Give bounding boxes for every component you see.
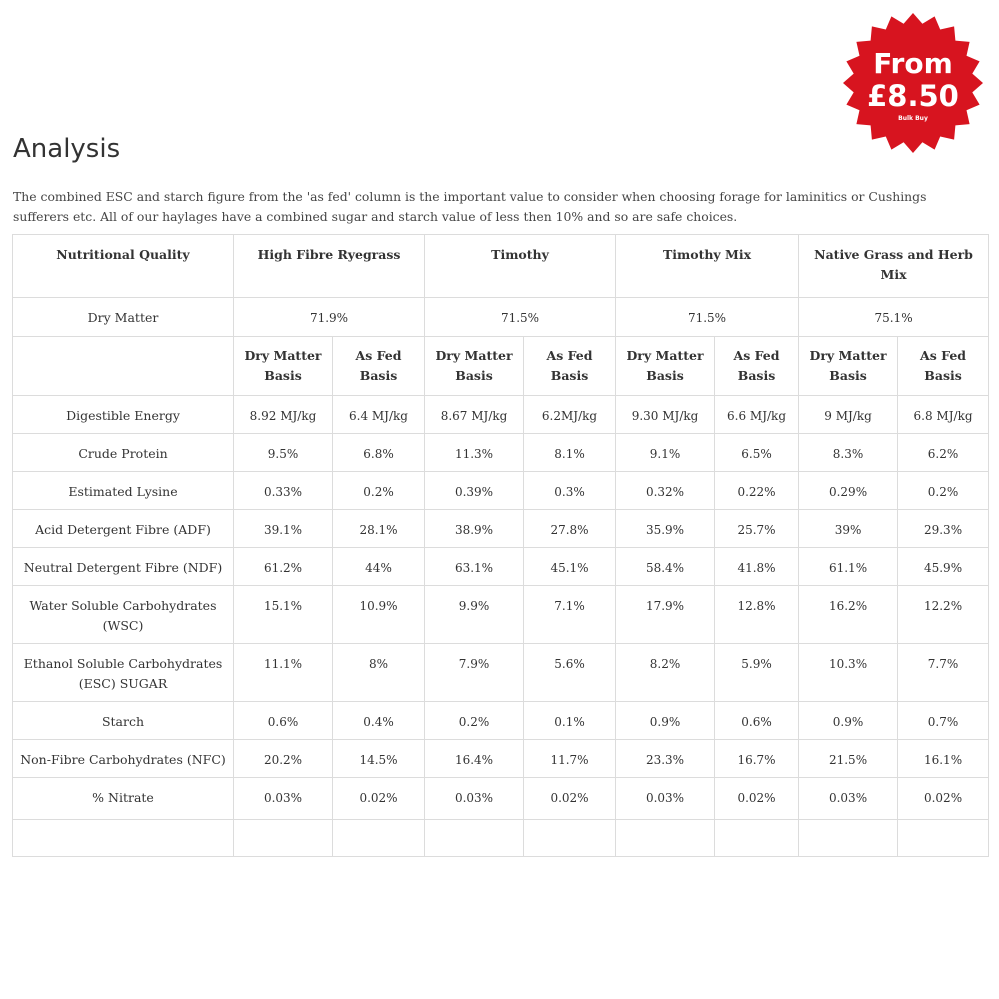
badge-price: £8.50 bbox=[867, 79, 959, 113]
row-label: % Nitrate bbox=[13, 778, 234, 820]
table-cell: 28.1% bbox=[333, 510, 425, 548]
product-header: High Fibre Ryegrass bbox=[234, 235, 425, 298]
product-header: Native Grass and Herb Mix bbox=[799, 235, 989, 298]
table-cell: 0.6% bbox=[715, 702, 799, 740]
intro-paragraph: The combined ESC and starch figure from the 'as fed' column is the important value to consider when choosing forage for laminitics or Cushings sufferers etc. All of our haylages have a combined sugar and starch value of less then 10% and so are safe choices. bbox=[13, 189, 927, 224]
table-cell: 0.6% bbox=[234, 702, 333, 740]
table-cell: 0.32% bbox=[616, 472, 715, 510]
table-cell: 0.03% bbox=[616, 778, 715, 820]
table-row bbox=[13, 586, 989, 644]
table-cell: 0.39% bbox=[425, 472, 524, 510]
table-cell: 16.1% bbox=[898, 740, 989, 778]
table-cell: 23.3% bbox=[616, 740, 715, 778]
basis-header: Dry Matter Basis bbox=[799, 337, 898, 396]
dry-matter-value: 71.9% bbox=[234, 298, 425, 337]
table-cell: 11.3% bbox=[425, 434, 524, 472]
table-cell: 0.9% bbox=[799, 702, 898, 740]
table-cell: 9 MJ/kg bbox=[799, 396, 898, 434]
badge-subtitle: Bulk Buy bbox=[898, 115, 928, 122]
table-cell: 16.7% bbox=[715, 740, 799, 778]
table-cell: 0.29% bbox=[799, 472, 898, 510]
table-cell: 44% bbox=[333, 548, 425, 586]
basis-header: Dry Matter Basis bbox=[234, 337, 333, 396]
table-cell: 8.92 MJ/kg bbox=[234, 396, 333, 434]
table-cell: 9.9% bbox=[425, 586, 524, 644]
basis-header: As Fed Basis bbox=[333, 337, 425, 396]
table-cell: 8.67 MJ/kg bbox=[425, 396, 524, 434]
table-cell: 8.1% bbox=[524, 434, 616, 472]
table-row bbox=[13, 740, 989, 778]
product-header: Timothy bbox=[425, 235, 616, 298]
row-label: Dry Matter bbox=[13, 298, 234, 337]
row-label: Water Soluble Carbohydrates (WSC) bbox=[13, 586, 234, 644]
table-cell: 15.1% bbox=[234, 586, 333, 644]
table-row bbox=[13, 510, 989, 548]
table-cell: 35.9% bbox=[616, 510, 715, 548]
basis-header: Dry Matter Basis bbox=[616, 337, 715, 396]
table-cell: 16.4% bbox=[425, 740, 524, 778]
table-cell: 6.8% bbox=[333, 434, 425, 472]
table-cell: 8.2% bbox=[616, 644, 715, 702]
table-cell: 0.33% bbox=[234, 472, 333, 510]
basis-header: As Fed Basis bbox=[524, 337, 616, 396]
table-row bbox=[13, 396, 989, 434]
badge-text bbox=[842, 48, 984, 124]
empty-cell bbox=[425, 820, 524, 857]
badge-from-label: From bbox=[873, 47, 953, 80]
empty-cell bbox=[234, 820, 333, 857]
table-cell: 29.3% bbox=[898, 510, 989, 548]
empty-cell bbox=[898, 820, 989, 857]
table-cell: 0.4% bbox=[333, 702, 425, 740]
table-row bbox=[13, 472, 989, 510]
row-label: Estimated Lysine bbox=[13, 472, 234, 510]
empty-cell bbox=[799, 820, 898, 857]
table-cell: 0.03% bbox=[799, 778, 898, 820]
table-cell: 6.4 MJ/kg bbox=[333, 396, 425, 434]
table-row bbox=[13, 548, 989, 586]
empty-cell bbox=[715, 820, 799, 857]
table-cell: 17.9% bbox=[616, 586, 715, 644]
table-cell: 5.6% bbox=[524, 644, 616, 702]
row-label: Starch bbox=[13, 702, 234, 740]
price-badge[interactable] bbox=[842, 12, 984, 154]
table-cell: 0.7% bbox=[898, 702, 989, 740]
table-cell: 0.02% bbox=[524, 778, 616, 820]
table-row bbox=[13, 434, 989, 472]
table-cell: 9.1% bbox=[616, 434, 715, 472]
table-cell: 8.3% bbox=[799, 434, 898, 472]
table-cell: 0.03% bbox=[234, 778, 333, 820]
table-cell: 7.1% bbox=[524, 586, 616, 644]
basis-header: As Fed Basis bbox=[898, 337, 989, 396]
empty-row bbox=[13, 820, 989, 857]
table-cell: 27.8% bbox=[524, 510, 616, 548]
table-cell: 45.1% bbox=[524, 548, 616, 586]
table-cell: 12.2% bbox=[898, 586, 989, 644]
table-cell: 6.5% bbox=[715, 434, 799, 472]
empty-cell bbox=[333, 820, 425, 857]
product-header: Timothy Mix bbox=[616, 235, 799, 298]
empty-cell bbox=[524, 820, 616, 857]
table-cell: 20.2% bbox=[234, 740, 333, 778]
dry-matter-value: 71.5% bbox=[425, 298, 616, 337]
analysis-table bbox=[12, 234, 989, 857]
basis-header-row bbox=[13, 337, 989, 396]
empty-cell bbox=[13, 337, 234, 396]
table-cell: 39.1% bbox=[234, 510, 333, 548]
table-cell: 11.7% bbox=[524, 740, 616, 778]
table-cell: 0.02% bbox=[333, 778, 425, 820]
table-cell: 0.2% bbox=[898, 472, 989, 510]
row-label: Crude Protein bbox=[13, 434, 234, 472]
table-cell: 0.2% bbox=[425, 702, 524, 740]
table-cell: 63.1% bbox=[425, 548, 524, 586]
table-cell: 45.9% bbox=[898, 548, 989, 586]
table-cell: 0.3% bbox=[524, 472, 616, 510]
table-cell: 41.8% bbox=[715, 548, 799, 586]
table-cell: 10.3% bbox=[799, 644, 898, 702]
dry-matter-value: 75.1% bbox=[799, 298, 989, 337]
table-cell: 10.9% bbox=[333, 586, 425, 644]
row-label: Ethanol Soluble Carbohydrates (ESC) SUGAR bbox=[13, 644, 234, 702]
table-cell: 7.9% bbox=[425, 644, 524, 702]
table-row bbox=[13, 644, 989, 702]
table-cell: 7.7% bbox=[898, 644, 989, 702]
table-cell: 61.1% bbox=[799, 548, 898, 586]
table-cell: 0.1% bbox=[524, 702, 616, 740]
table-cell: 9.5% bbox=[234, 434, 333, 472]
basis-header: As Fed Basis bbox=[715, 337, 799, 396]
table-cell: 25.7% bbox=[715, 510, 799, 548]
table-cell: 12.8% bbox=[715, 586, 799, 644]
table-cell: 6.2% bbox=[898, 434, 989, 472]
table-cell: 11.1% bbox=[234, 644, 333, 702]
product-header-row bbox=[13, 235, 989, 298]
basis-header: Dry Matter Basis bbox=[425, 337, 524, 396]
table-cell: 14.5% bbox=[333, 740, 425, 778]
table-cell: 0.9% bbox=[616, 702, 715, 740]
row-label: Non-Fibre Carbohydrates (NFC) bbox=[13, 740, 234, 778]
dry-matter-value: 71.5% bbox=[616, 298, 799, 337]
row-label: Acid Detergent Fibre (ADF) bbox=[13, 510, 234, 548]
corner-header: Nutritional Quality bbox=[13, 235, 234, 298]
table-cell: 16.2% bbox=[799, 586, 898, 644]
table-row bbox=[13, 778, 989, 820]
table-cell: 6.6 MJ/kg bbox=[715, 396, 799, 434]
table-cell: 6.2MJ/kg bbox=[524, 396, 616, 434]
table-cell: 39% bbox=[799, 510, 898, 548]
table-cell: 8% bbox=[333, 644, 425, 702]
page-heading: Analysis bbox=[13, 134, 121, 164]
empty-cell bbox=[616, 820, 715, 857]
table-cell: 0.22% bbox=[715, 472, 799, 510]
table-row bbox=[13, 702, 989, 740]
table-cell: 6.8 MJ/kg bbox=[898, 396, 989, 434]
table-cell: 0.2% bbox=[333, 472, 425, 510]
dry-matter-row bbox=[13, 298, 989, 337]
table-cell: 5.9% bbox=[715, 644, 799, 702]
row-label: Neutral Detergent Fibre (NDF) bbox=[13, 548, 234, 586]
table-cell: 21.5% bbox=[799, 740, 898, 778]
table-cell: 0.02% bbox=[898, 778, 989, 820]
table-cell: 0.03% bbox=[425, 778, 524, 820]
empty-cell bbox=[13, 820, 234, 857]
row-label: Digestible Energy bbox=[13, 396, 234, 434]
table-cell: 61.2% bbox=[234, 548, 333, 586]
table-cell: 0.02% bbox=[715, 778, 799, 820]
table-cell: 38.9% bbox=[425, 510, 524, 548]
table-cell: 9.30 MJ/kg bbox=[616, 396, 715, 434]
table-cell: 58.4% bbox=[616, 548, 715, 586]
